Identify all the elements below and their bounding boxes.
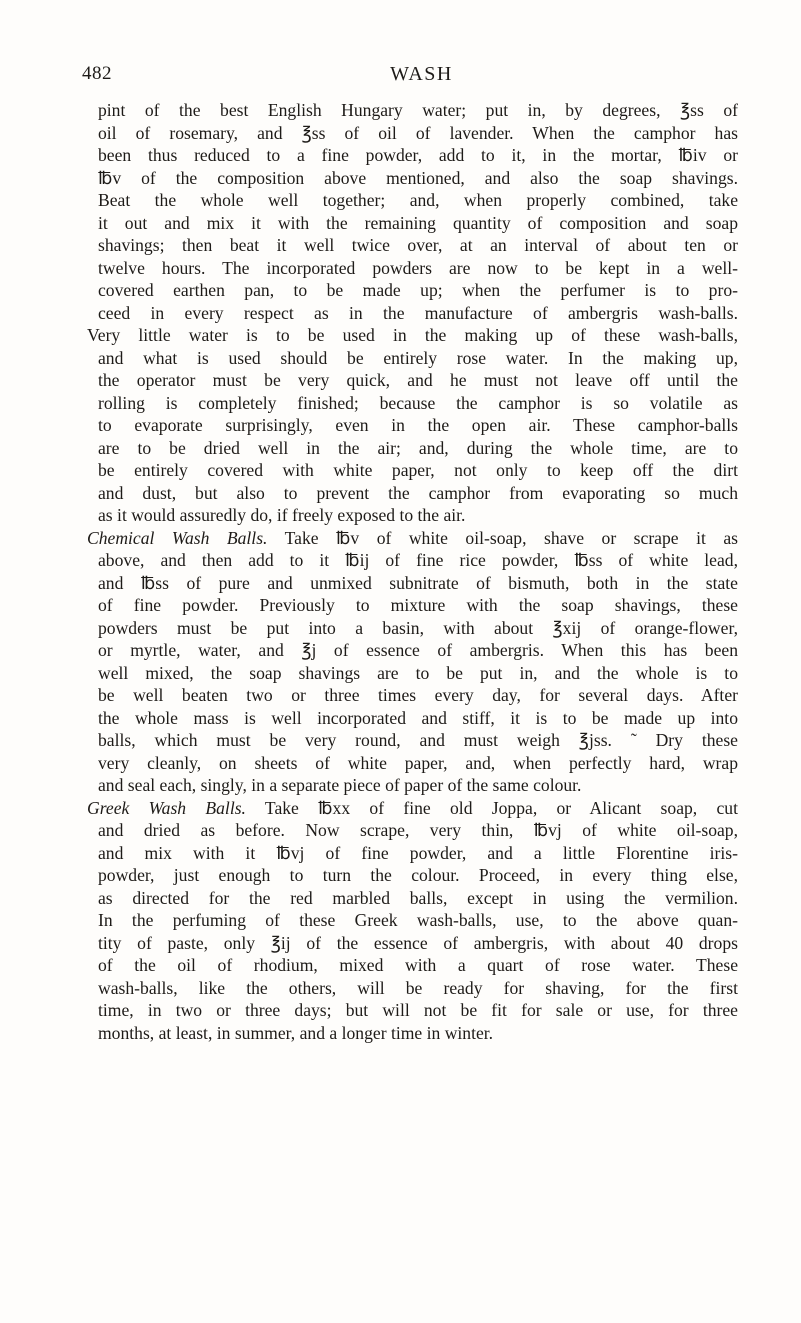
text-line: of fine powder. Previously to mixture with the soap shavings, these [98, 595, 738, 615]
page-number: 482 [82, 63, 112, 84]
text-line: the whole mass is well incorporated and stiff, it is to be made up into [98, 707, 738, 728]
text-line: Beat the whole well together; and, when properly combined, take [98, 190, 738, 210]
text-line [87, 527, 738, 550]
text-line: be entirely covered with white paper, not only to keep off the dirt [98, 460, 738, 480]
text-line: or myrtle, water, and ℥j of essence of ambergris. When this has been [98, 640, 738, 660]
text-line: the operator must be very quick, and he must not leave off until the [98, 370, 738, 390]
text-line: are to be dried well in the air; and, during the whole time, are to [98, 437, 738, 458]
text-line: rolling is completely finished; because the camphor is so volatile as [98, 392, 738, 413]
section-first-line-text: Take ℔v of white oil-soap, shave or scrape it as [267, 527, 738, 548]
section-title: Greek Wash Balls. [87, 797, 246, 818]
text-line [87, 797, 738, 820]
text-line: tity of paste, only ℥ij of the essence of ambergris, with about 40 drops [98, 932, 738, 953]
text-line: covered earthen pan, to be made up; when the perfumer is to pro- [98, 280, 738, 300]
section-first-line-text: Take ℔xx of fine old Joppa, or Alicant soap, cut [245, 797, 738, 818]
text-line: shavings; then beat it well twice over, at an interval of about ten or [98, 235, 738, 255]
body-text [87, 99, 738, 1044]
text-line: ceed in every respect as in the manufacture of ambergris wash-balls. [98, 302, 738, 323]
section-title: Chemical Wash Balls. [87, 527, 268, 548]
text-line: ℔v of the composition above mentioned, and also the soap shavings. [98, 167, 738, 188]
text-line: Very little water is to be used in the making up of these wash-balls, [87, 325, 738, 345]
text-line: and dried as before. Now scrape, very thin, ℔vj of white oil-soap, [98, 820, 738, 840]
text-line: and mix with it ℔vj of fine powder, and a little Florentine iris- [98, 842, 738, 863]
text-line: as directed for the red marbled balls, except in using the vermilion. [98, 887, 738, 908]
text-line: and ℔ss of pure and unmixed subnitrate of bismuth, both in the state [98, 572, 738, 593]
text-line: very cleanly, on sheets of white paper, and, when perfectly hard, wrap [98, 752, 738, 773]
paragraph-greek-wash-balls [87, 797, 738, 1045]
text-line: well mixed, the soap shavings are to be put in, and the whole is to [98, 662, 738, 683]
text-line: pint of the best English Hungary water; put in, by degrees, ℥ss of [98, 100, 738, 120]
text-line: of the oil of rhodium, mixed with a quart of rose water. These [98, 955, 738, 975]
text-line: wash-balls, like the others, will be ready for shaving, for the first [98, 977, 738, 998]
text-line: and what is used should be entirely rose water. In the making up, [98, 347, 738, 368]
text-line: time, in two or three days; but will not be fit for sale or use, for three [98, 1000, 738, 1020]
text-line: it out and mix it with the remaining quantity of composition and soap [98, 212, 738, 233]
text-line: as it would assuredly do, if freely exposed to the air. [98, 505, 466, 525]
paragraph-chemical-wash-balls [87, 527, 738, 797]
text-line: months, at least, in summer, and a longer time in winter. [98, 1022, 494, 1043]
text-line: been thus reduced to a fine powder, add to it, in the mortar, ℔iv or [98, 145, 738, 165]
text-line: above, and then add to it ℔ij of fine rice powder, ℔ss of white lead, [98, 550, 738, 570]
text-line: balls, which must be very round, and must weigh ℥jss. ˜ Dry these [98, 730, 738, 750]
text-line: twelve hours. The incorporated powders are now to be kept in a well- [98, 257, 738, 278]
text-line: to evaporate surprisingly, even in the open air. These camphor-balls [98, 415, 738, 435]
text-line: In the perfuming of these Greek wash-balls, use, to the above quan- [98, 910, 738, 930]
text-line: oil of rosemary, and ℥ss of oil of lavender. When the camphor has [98, 122, 738, 143]
text-line: powder, just enough to turn the colour. Proceed, in every thing else, [98, 865, 738, 885]
page-header [82, 63, 741, 93]
text-line: and dust, but also to prevent the camphor from evaporating so much [98, 482, 738, 503]
text-line: and seal each, singly, in a separate piece of paper of the same colour. [98, 775, 582, 795]
text-line: powders must be put into a basin, with about ℥xij of orange-flower, [98, 617, 738, 638]
paragraph-continuation [87, 99, 738, 527]
text-line: be well beaten two or three times every day, for several days. After [98, 685, 738, 705]
running-head: WASH [390, 63, 453, 85]
